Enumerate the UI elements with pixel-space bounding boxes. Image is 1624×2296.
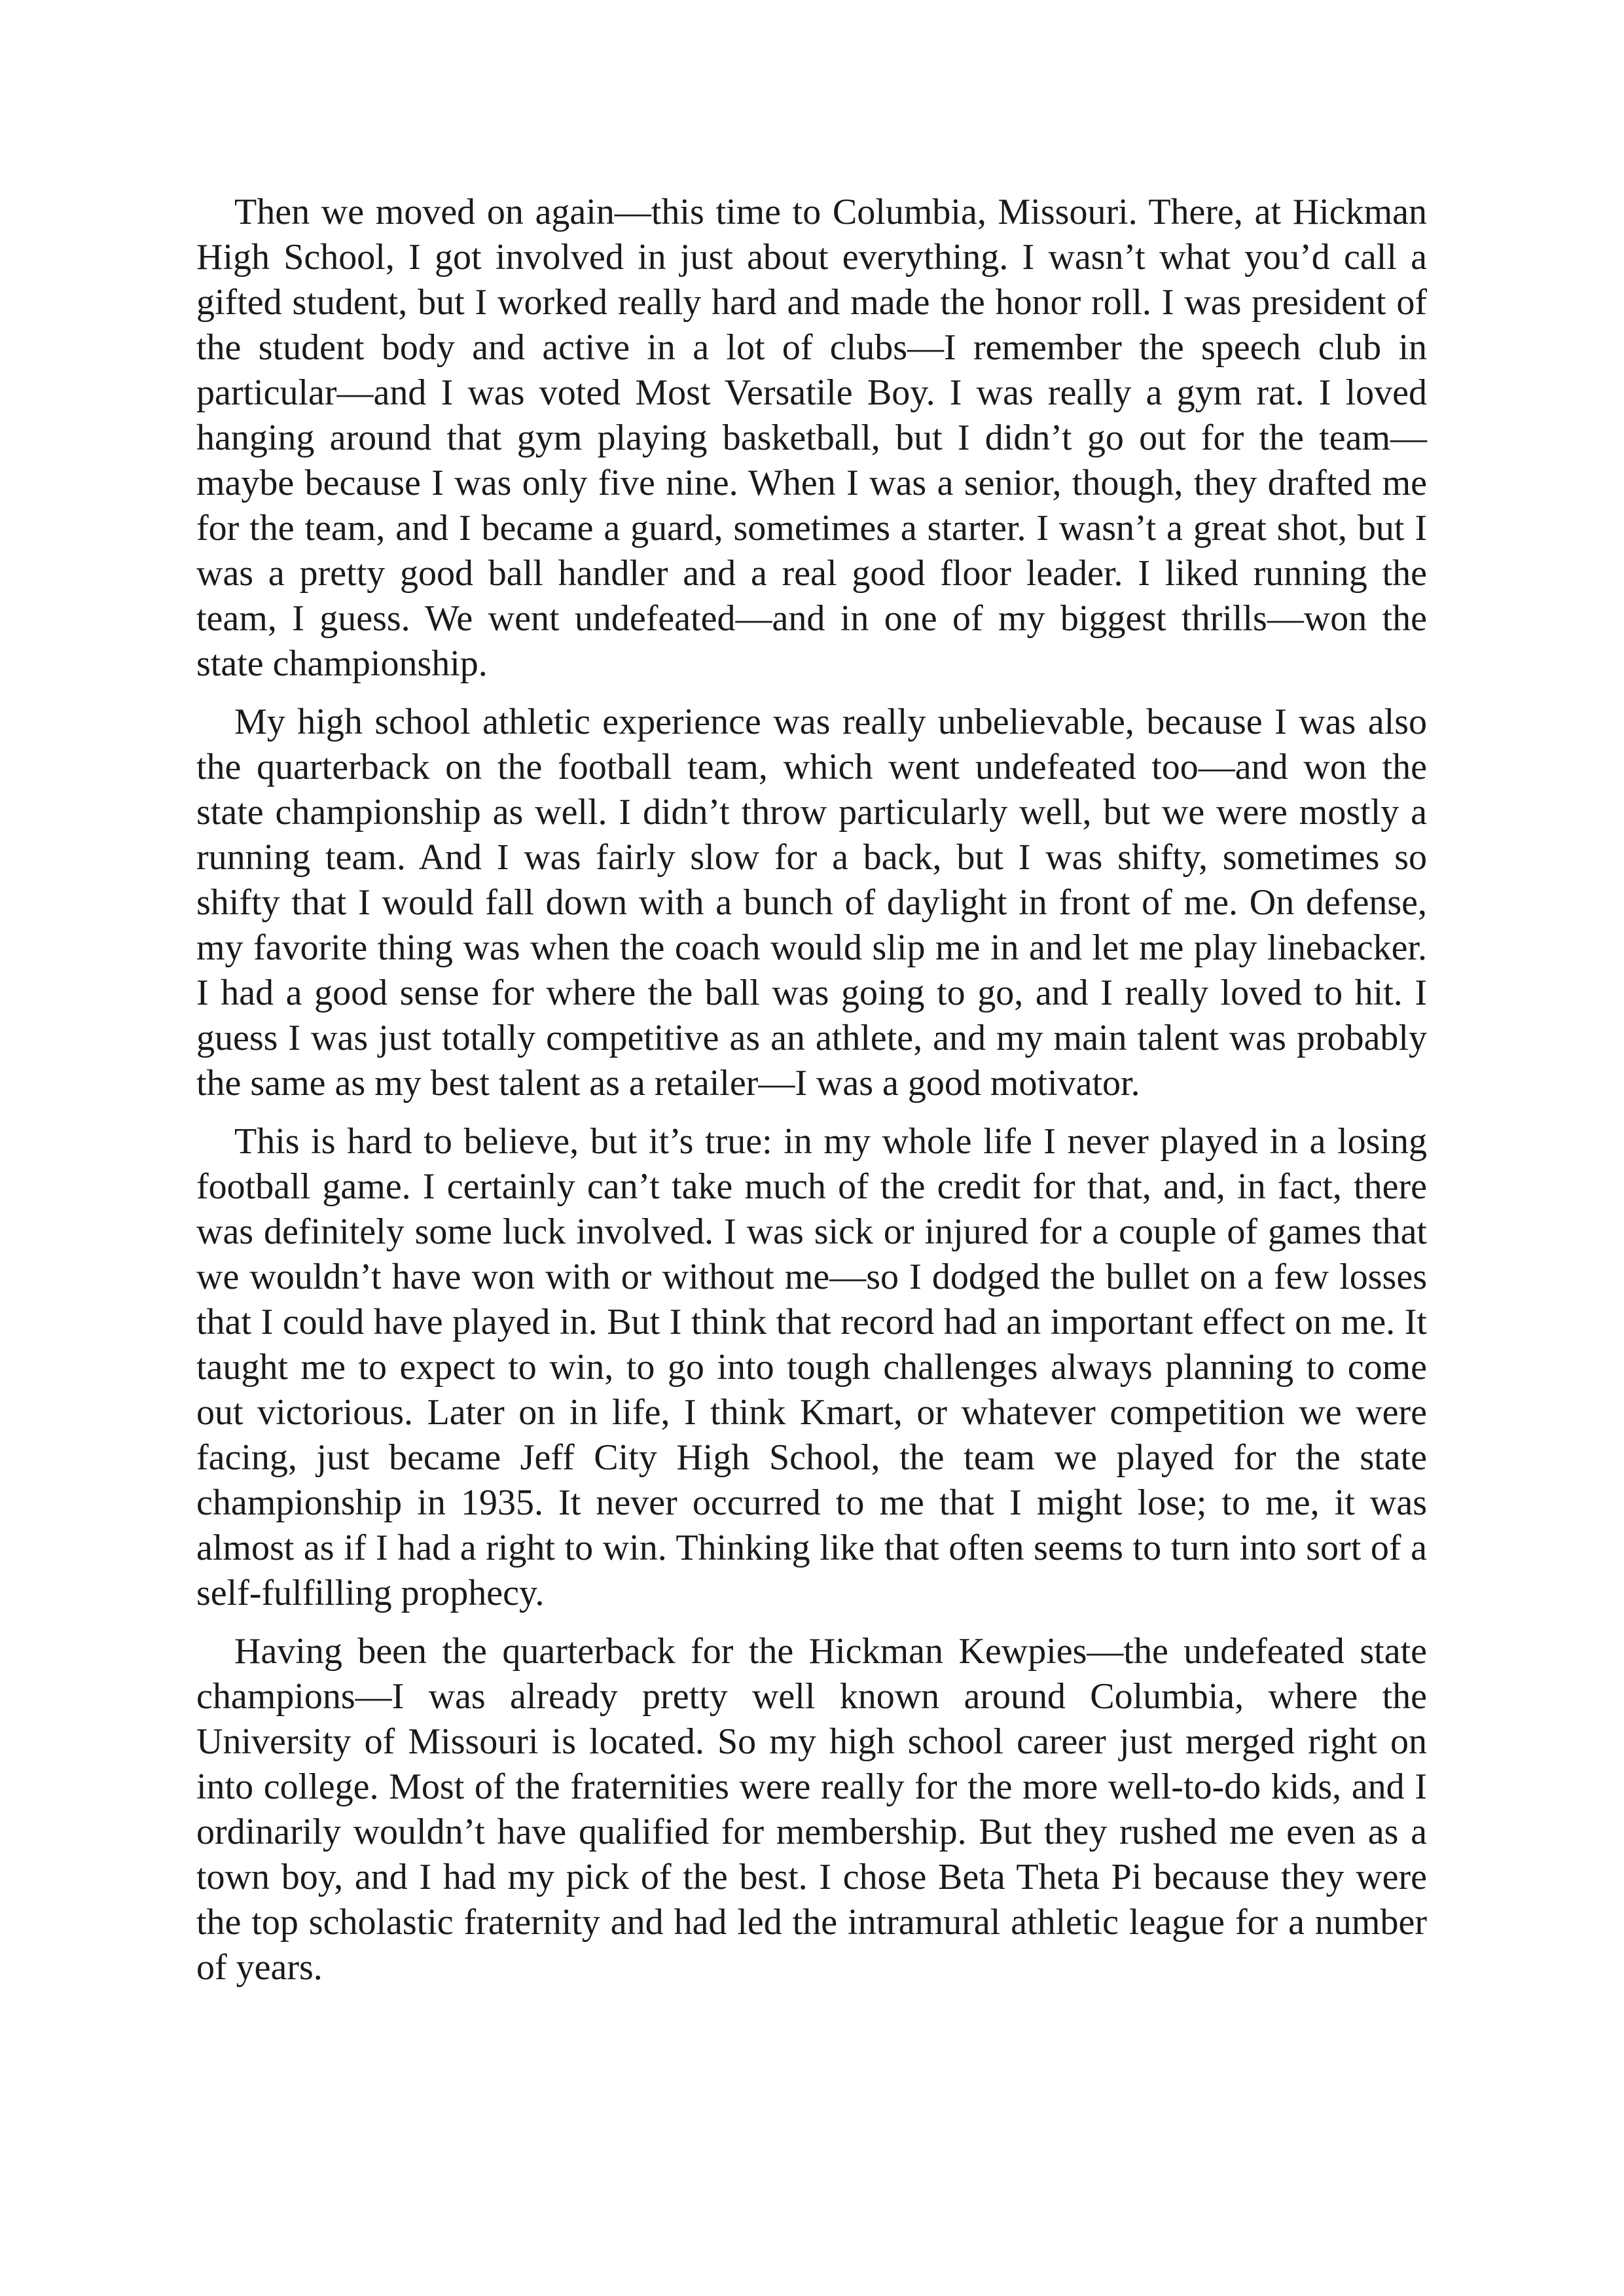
paragraph-1: Then we moved on again—this time to Columbia, Missouri. There, at Hickman High School, I got involved in just about everything. I wasn’t what you’d call a gifted student, but I worked really hard and made the honor roll. I was president of the student body and active in a lot of clubs—I remember the speech club in particular—and I was voted Most Versatile Boy. I was really a gym rat. I loved hanging around that gym playing basketball, but I didn’t go out for the team—maybe because I was only five nine. When I was a senior, though, they drafted me for the team, and I became a guard, sometimes a starter. I wasn’t a great shot, but I was a pretty good ball handler and a real good floor leader. I liked running the team, I guess. We went undefeated—and in one of my biggest thrills—won the state championship.: [196, 192, 1427, 684]
document-page: [196, 190, 1427, 2003]
paragraph-4: Having been the quarterback for the Hickman Kewpies—the undefeated state champions—I was already pretty well known around Columbia, where the University of Missouri is located. So my high school career just merged right on into college. Most of the fraternities were really for the more well-to-do kids, and I ordinarily wouldn’t have qualified for membership. But they rushed me even as a town boy, and I had my pick of the best. I chose Beta Theta Pi because they were the top scholastic fraternity and had led the intramural athletic league for a number of years.: [196, 1631, 1427, 1988]
paragraph-2: My high school athletic experience was really unbelievable, because I was also the quarterback on the football team, which went undefeated too—and won the state championship as well. I didn’t throw particularly well, but we were mostly a running team. And I was fairly slow for a back, but I was shifty, sometimes so shifty that I would fall down with a bunch of daylight in front of me. On defense, my favorite thing was when the coach would slip me in and let me play linebacker. I had a good sense for where the ball was going to go, and I really loved to hit. I guess I was just totally competitive as an athlete, and my main talent was probably the same as my best talent as a retailer—I was a good motivator.: [196, 702, 1427, 1103]
paragraph-3: This is hard to believe, but it’s true: in my whole life I never played in a losing football game. I certainly can’t take much of the credit for that, and, in fact, there was definitely some luck involved. I was sick or injured for a couple of games that we wouldn’t have won with or without me—so I dodged the bullet on a few losses that I could have played in. But I think that record had an important effect on me. It taught me to expect to win, to go into tough challenges always planning to come out victorious. Later on in life, I think Kmart, or whatever competition we were facing, just became Jeff City High School, the team we played for the state championship in 1935. It never occurred to me that I might lose; to me, it was almost as if I had a right to win. Thinking like that often seems to turn into sort of a self-fulfilling prophecy.: [196, 1121, 1427, 1613]
